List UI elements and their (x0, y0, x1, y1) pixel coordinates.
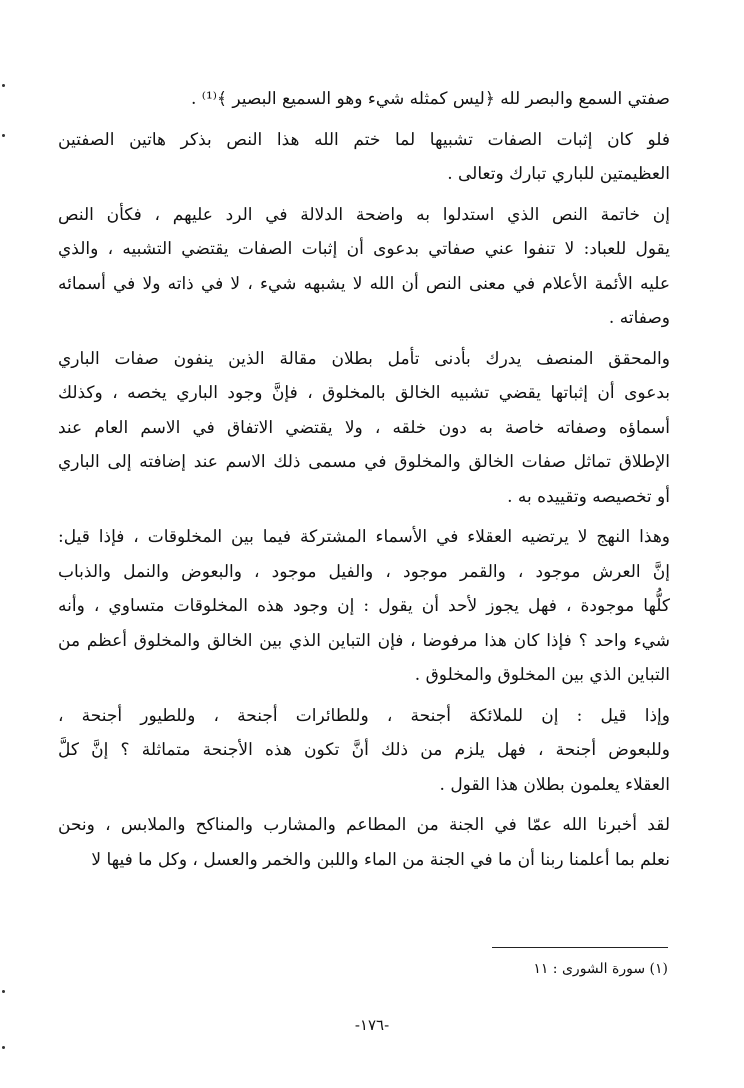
text-line: بدعوى أن إثباتها يقضي تشبيه الخالق بالمخلوق ، فإنَّ وجود الباري يخصه ، وكذلك (58, 383, 670, 403)
margin-mark (2, 990, 5, 993)
paragraph-1 (58, 82, 670, 117)
footnote: (١) سورة الشورى : ١١ (533, 961, 668, 977)
paragraph-5 (58, 520, 670, 693)
text-line: أسماؤه وصفاته خاصة به دون خلقه ، ولا يقتضي الاتفاق في الاسم العام عند (58, 417, 670, 438)
text-line: فلو كان إثبات الصفات تشبيها لما ختم الله هذا النص بذكر هاتين الصفتين (58, 129, 670, 150)
text-line: نعلم بما أعلمنا ربنا أن ما في الجنة من الماء واللبن والخمر والعسل ، وكل ما فيها لا (91, 849, 670, 870)
paragraph-6 (58, 699, 670, 803)
text-line: وهذا النهج لا يرتضيه العقلاء في الأسماء المشتركة فيما بين المخلوقات ، فإذا قيل: (58, 527, 670, 547)
text-line: التباين الذي بين المخلوق والمخلوق . (414, 665, 670, 685)
text-line: يقول للعباد: لا تنفوا عني صفاتي بدعوى أن إثبات الصفات يقتضي التشبيه ، والذي (58, 239, 670, 259)
text-line: وللبعوض أجنحة ، فهل يلزم من ذلك أنَّ تكون هذه الأجنحة متماثلة ؟ إنَّ كلَّ (58, 740, 670, 760)
text-line: عليه الأئمة الأعلام في معنى النص أن الله لا يشبهه شيء ، لا في ذاته ولا في أسمائه (58, 273, 670, 294)
text-line: وإذا قيل : إن للملائكة أجنحة ، وللطائرات أجنحة ، وللطيور أجنحة ، (58, 705, 670, 726)
margin-mark (2, 134, 5, 137)
paragraph-3 (58, 198, 670, 336)
paragraph-7 (58, 808, 670, 877)
text-line: إن خاتمة النص الذي استدلوا به واضحة الدلالة في الرد عليهم ، فكأن النص (58, 204, 670, 225)
text-line: أو تخصيصه وتقييده به . (507, 486, 670, 507)
margin-mark (2, 1046, 5, 1049)
page-body (58, 82, 670, 883)
page-number: -١٧٦- (354, 1016, 390, 1034)
text-line: وصفاته . (608, 308, 670, 328)
footnote-divider (492, 947, 668, 948)
paragraph-4 (58, 342, 670, 515)
text-line: شيء واحد ؟ فإذا كان هذا مرفوضا ، فإن التباين الذي بين الخالق والمخلوق أعظم من (58, 630, 670, 651)
text-line: العظيمتين للباري تبارك وتعالى . (447, 164, 670, 184)
text-line: كلُّها موجودة ، فهل يجوز لأحد أن يقول : إن وجود هذه المخلوقات متساوي ، وأنه (58, 596, 670, 616)
text-line: صفتي السمع والبصر لله ﴿ليس كمثله شيء وهو السميع البصير ﴾⁽¹⁾ . (190, 89, 670, 109)
text-line: الإطلاق تماثل صفات الخالق والمخلوق في مسمى ذلك الاسم عند إضافته إلى الباري (58, 452, 670, 472)
text-line: العقلاء يعلمون بطلان هذا القول . (439, 774, 670, 795)
margin-mark (2, 84, 5, 87)
text-line: إنَّ العرش موجود ، والقمر موجود ، والفيل موجود ، والبعوض والنمل والذباب (58, 561, 670, 582)
paragraph-2 (58, 123, 670, 192)
text-line: والمحقق المنصف يدرك بأدنى تأمل بطلان مقالة الذين ينفون صفات الباري (58, 348, 670, 369)
text-line: لقد أخبرنا الله عمّا في الجنة من المطاعم والمشارب والمناكح والملابس ، ونحن (58, 815, 670, 835)
